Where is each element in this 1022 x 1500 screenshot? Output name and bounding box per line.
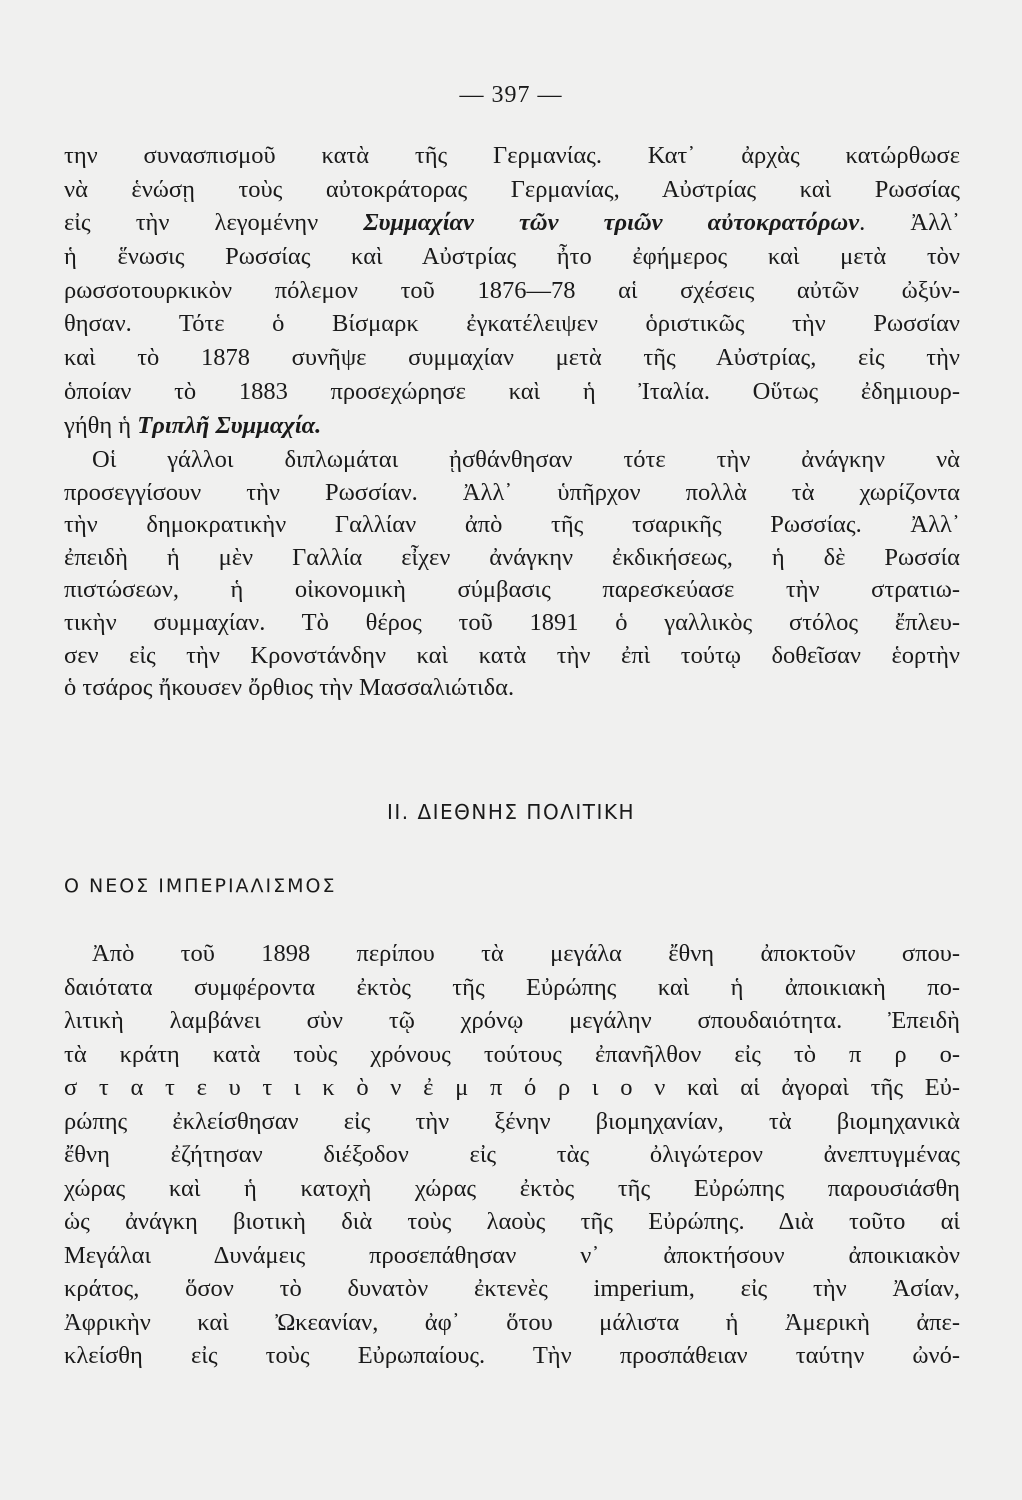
text-line	[64, 139, 960, 173]
text-segment: Οἱ γάλλοι διπλωμάται ᾐσθάνθησαν τότε τὴν ἀνάγκην νὰ	[92, 446, 960, 473]
text-line	[64, 1071, 960, 1105]
text-segment: . Ἀλλ᾽	[859, 209, 960, 237]
text-segment: Μεγάλαι Δυνάμεις προσεπάθησαν ν᾽ ἀποκτήσουν ἀποικιακὸν	[64, 1241, 960, 1269]
text-segment: δαιότατα συμφέροντα ἐκτὸς τῆς Εὐρώπης καὶ ἡ ἀποικιακὴ πο-	[64, 973, 960, 1001]
text-line	[64, 1205, 960, 1239]
text-segment: ἐπειδὴ ἡ μὲν Γαλλία εἶχεν ἀνάγκην ἐκδικήσεως, ἡ δὲ Ρωσσία	[64, 543, 960, 571]
text-line	[64, 341, 960, 375]
text-segment: πιστώσεων, ἡ οἰκονομικὴ σύμβασις παρεσκεύασε τὴν στρατιω-	[64, 576, 960, 604]
text-line	[64, 937, 960, 971]
text-line	[64, 1004, 960, 1038]
text-line	[64, 1138, 960, 1172]
text-line	[64, 1038, 960, 1072]
subheading: Ο ΝΕΟΣ ΙΜΠΕΡΙΑΛΙΣΜΟΣ	[64, 875, 337, 897]
text-line	[64, 444, 960, 477]
paragraph-franco-russian	[64, 444, 960, 705]
text-segment: τὴν δημοκρατικὴν Γαλλίαν ἀπὸ τῆς τσαρικῆς Ρωσσίας. Ἀλλ᾽	[64, 511, 960, 539]
text-segment: καὶ τὸ 1878 συνῆψε συμμαχίαν μετὰ τῆς Αὐστρίας, εἰς τὴν	[64, 344, 960, 372]
text-line	[64, 1239, 960, 1273]
text-segment: σ τ α τ ε υ τ ι κ ὸ ν ἐ μ π ό ρ ι ο ν καὶ αἱ ἀγοραὶ τῆς Εὐ-	[64, 1074, 960, 1101]
text-segment: χώρας καὶ ἡ κατοχὴ χώρας ἐκτὸς τῆς Εὐρώπης παρουσιάσθη	[64, 1174, 960, 1202]
text-segment: ρωσσοτουρκικὸν πόλεμον τοῦ 1876—78 αἱ σχέσεις αὐτῶν ὠξύν-	[64, 276, 960, 304]
text-line	[64, 607, 960, 640]
text-line	[64, 1272, 960, 1306]
text-line	[64, 1172, 960, 1206]
text-segment: προσεγγίσουν τὴν Ρωσσίαν. Ἀλλ᾽ ὑπῆρχον πολλὰ τὰ χωρίζοντα	[64, 478, 960, 506]
text-segment: την συνασπισμοῦ κατὰ τῆς Γερμανίας. Κατ᾽ ἀρχὰς κατώρθωσε	[64, 142, 960, 169]
text-line	[64, 1105, 960, 1139]
text-segment: σεν εἰς τὴν Κρονστάνδην καὶ κατὰ τὴν ἐπὶ τούτῳ δοθεῖσαν ἑορτὴν	[64, 641, 960, 669]
text-segment: νὰ ἑνώσῃ τοὺς αὐτοκράτορας Γερμανίας, Αὐστρίας καὶ Ρωσσίας	[64, 175, 960, 203]
paragraph-triple-alliance	[64, 139, 960, 442]
text-segment: ὁποίαν τὸ 1883 προσεχώρησε καὶ ἡ Ἰταλία. Οὕτως ἐδημιουρ-	[64, 377, 960, 405]
text-line	[64, 1306, 960, 1340]
emphasized-term: Τριπλῆ Συμμαχία.	[137, 411, 322, 439]
text-segment: τὰ κράτη κατὰ τοὺς χρόνους τούτους ἐπανῆλθον εἰς τὸ π ρ ο-	[64, 1040, 960, 1068]
text-segment: κλείσθη εἰς τοὺς Εὐρωπαίους. Τὴν προσπάθειαν ταύτην ὠνό-	[64, 1342, 960, 1369]
text-segment: κράτος, ὅσον τὸ δυνατὸν ἐκτενὲς imperium, εἰς τὴν Ἀσίαν,	[64, 1275, 960, 1302]
text-segment: ἡ ἕνωσις Ρωσσίας καὶ Αὐστρίας ἦτο ἐφήμερος καὶ μετὰ τὸν	[64, 243, 960, 271]
emphasized-term: Συμμαχίαν τῶν τριῶν αὐτοκρατόρων	[363, 209, 860, 237]
text-segment: θησαν. Τότε ὁ Βίσμαρκ ἐγκατέλειψεν ὁριστικῶς τὴν Ρωσσίαν	[64, 310, 960, 338]
text-line	[64, 542, 960, 575]
text-segment: ἔθνη ἐζήτησαν διέξοδον εἰς τὰς ὀλιγώτερον ἀνεπτυγμένας	[64, 1141, 960, 1168]
text-segment: ρώπης ἐκλείσθησαν εἰς τὴν ξένην βιομηχανίαν, τὰ βιομηχανικὰ	[64, 1107, 960, 1135]
text-line	[64, 274, 960, 308]
text-line	[64, 971, 960, 1005]
text-line	[64, 173, 960, 207]
text-line	[64, 240, 960, 274]
section-heading: II. ΔΙΕΘΝΗΣ ΠΟΛΙΤΙΚΗ	[386, 800, 636, 824]
text-line	[64, 640, 960, 673]
text-line	[64, 672, 960, 705]
text-segment: εἰς τὴν λεγομένην	[64, 209, 364, 237]
text-line	[64, 206, 960, 240]
text-line	[64, 574, 960, 607]
text-segment: λιτικὴ λαμβάνει σὺν τῷ χρόνῳ μεγάλην σπουδαιότητα. Ἐπειδὴ	[64, 1007, 960, 1034]
text-segment: γήθη ἡ	[64, 411, 138, 439]
text-line	[64, 477, 960, 510]
text-line	[64, 307, 960, 341]
text-line	[64, 375, 960, 409]
text-segment: Ἀφρικὴν καὶ Ὠκεανίαν, ἀφ᾽ ὅτου μάλιστα ἡ Ἀμερικὴ ἀπε-	[64, 1308, 960, 1336]
page-number: — 397 —	[459, 82, 563, 108]
text-segment: ὁ τσάρος ἤκουσεν ὄρθιος τὴν Μασσαλιώτιδα.	[64, 674, 515, 702]
text-segment: τικὴν συμμαχίαν. Τὸ θέρος τοῦ 1891 ὁ γαλλικὸς στόλος ἔπλευ-	[64, 608, 960, 636]
paragraph-new-imperialism	[64, 937, 960, 1373]
text-line	[64, 409, 960, 443]
text-line	[64, 1339, 960, 1373]
text-segment: ὡς ἀνάγκη βιοτικὴ διὰ τοὺς λαοὺς τῆς Εὐρώπης. Διὰ τοῦτο αἱ	[64, 1208, 960, 1235]
text-line	[64, 509, 960, 542]
text-segment: Ἀπὸ τοῦ 1898 περίπου τὰ μεγάλα ἔθνη ἀποκτοῦν σπου-	[92, 940, 960, 967]
